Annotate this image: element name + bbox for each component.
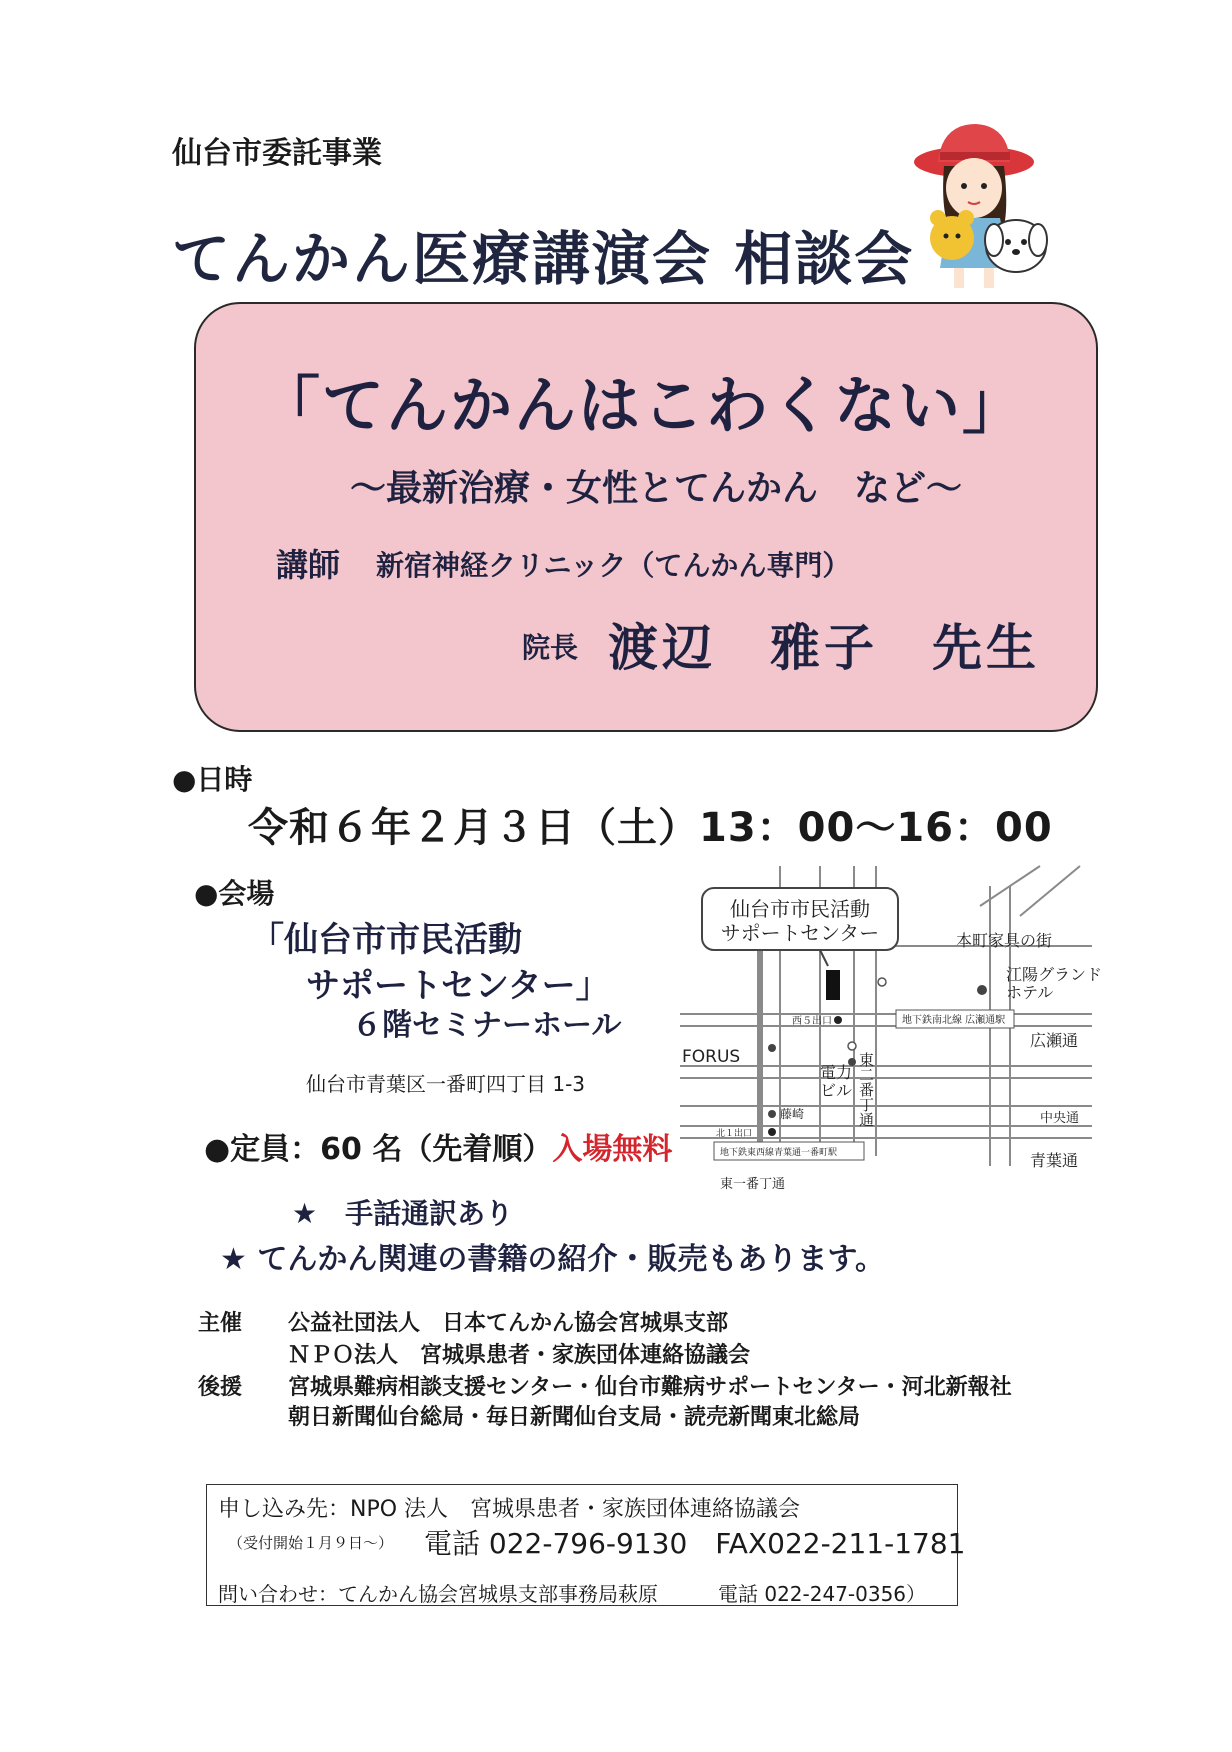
map-venue-label-2: サポートセンター xyxy=(720,921,880,945)
map-forus: FORUS xyxy=(682,1047,741,1067)
datetime-value: 令和６年２月３日（土）13：00～16：00 xyxy=(248,805,1053,851)
map-higashi-ichi: 東一番丁通 xyxy=(720,1177,786,1192)
supporter-label: 後援 xyxy=(198,1375,243,1400)
map-higashi-ni: 東二番丁通 xyxy=(857,1052,875,1127)
datetime-label: ●日時 xyxy=(172,763,253,796)
map-hirosedori: 広瀬通 xyxy=(1030,1031,1079,1050)
venue-address: 仙台市青葉区一番町四丁目 1-3 xyxy=(306,1072,586,1096)
note-sign-language: ★ 手話通訳あり xyxy=(292,1197,514,1230)
lecturer-label: 講師 xyxy=(276,546,341,584)
map-venue-building xyxy=(826,970,840,1000)
map-venue-label-1: 仙台市市民活動 xyxy=(730,897,870,921)
map-fujisaki: 藤崎 xyxy=(780,1107,805,1121)
note-books: ★ てんかん関連の書籍の紹介・販売もあります。 xyxy=(220,1242,885,1277)
speaker-name: 渡辺 雅子 先生 xyxy=(608,619,1040,677)
map-chuo: 中央通 xyxy=(1040,1111,1080,1126)
inquiry-contact: 問い合わせ：てんかん協会宮城県支部事務局萩原 電話 022-247-0356） xyxy=(218,1582,927,1606)
map-denryoku-1: 電力 xyxy=(820,1063,853,1082)
supporters-2: 朝日新聞仙台総局・毎日新聞仙台支局・読売新聞東北総局 xyxy=(288,1405,861,1430)
lecturer-organization: 新宿神経クリニック（てんかん専門） xyxy=(376,549,851,582)
map-exit-west5: 西５出口 xyxy=(792,1016,832,1027)
mascot-illustration xyxy=(904,118,1064,294)
lecture-title: 「てんかんはこわくない」 xyxy=(258,369,1027,442)
supporters-1: 宮城県難病相談支援センター・仙台市難病サポートセンター・河北新報社 xyxy=(288,1375,1012,1400)
organizer-label: 主催 xyxy=(198,1311,243,1336)
map-honcho: 本町家具の街 xyxy=(956,931,1053,950)
map-hotel-1: 江陽グランド xyxy=(1006,965,1103,984)
application-start-note: （受付開始１月９日～） xyxy=(228,1534,394,1552)
lecture-subtitle: ～最新治療・女性とてんかん など～ xyxy=(350,468,963,509)
venue-label: ●会場 xyxy=(194,877,275,910)
access-map xyxy=(680,866,1103,1198)
application-phone-fax: 電話 022-796-9130 FAX022-211-1781 xyxy=(424,1527,966,1560)
venue-hall: ６階セミナーホール xyxy=(352,1008,622,1043)
director-label: 院長 xyxy=(522,631,579,664)
venue-name-line2: サポートセンター」 xyxy=(306,966,610,1006)
application-contact: 申し込み先：NPO 法人 宮城県患者・家族団体連絡協議会 xyxy=(218,1497,801,1522)
capacity xyxy=(204,1124,672,1168)
map-hotel-2: ホテル xyxy=(1006,983,1054,1002)
map-aoba: 青葉通 xyxy=(1030,1151,1079,1170)
commission-label: 仙台市委託事業 xyxy=(172,136,382,171)
page-title: てんかん医療講演会 相談会 xyxy=(172,225,915,293)
organizer-1: 公益社団法人 日本てんかん協会宮城県支部 xyxy=(288,1311,729,1336)
organizer-2: ＮＰＯ法人 宮城県患者・家族団体連絡協議会 xyxy=(288,1343,751,1368)
capacity-text: ●定員：60 名（先着順） xyxy=(204,1132,553,1167)
map-exit-north1: 北１出口 xyxy=(716,1129,753,1139)
map-denryoku-2: ビル xyxy=(820,1081,853,1100)
free-entry-badge: 入場無料 xyxy=(552,1132,673,1167)
venue-name-line1: 「仙台市市民活動 xyxy=(250,920,522,960)
map-subway-ichibancho: 地下鉄東西線青葉通一番町駅 xyxy=(720,1148,838,1158)
map-subway-hirose: 地下鉄南北線 広瀬通駅 xyxy=(902,1015,1006,1026)
